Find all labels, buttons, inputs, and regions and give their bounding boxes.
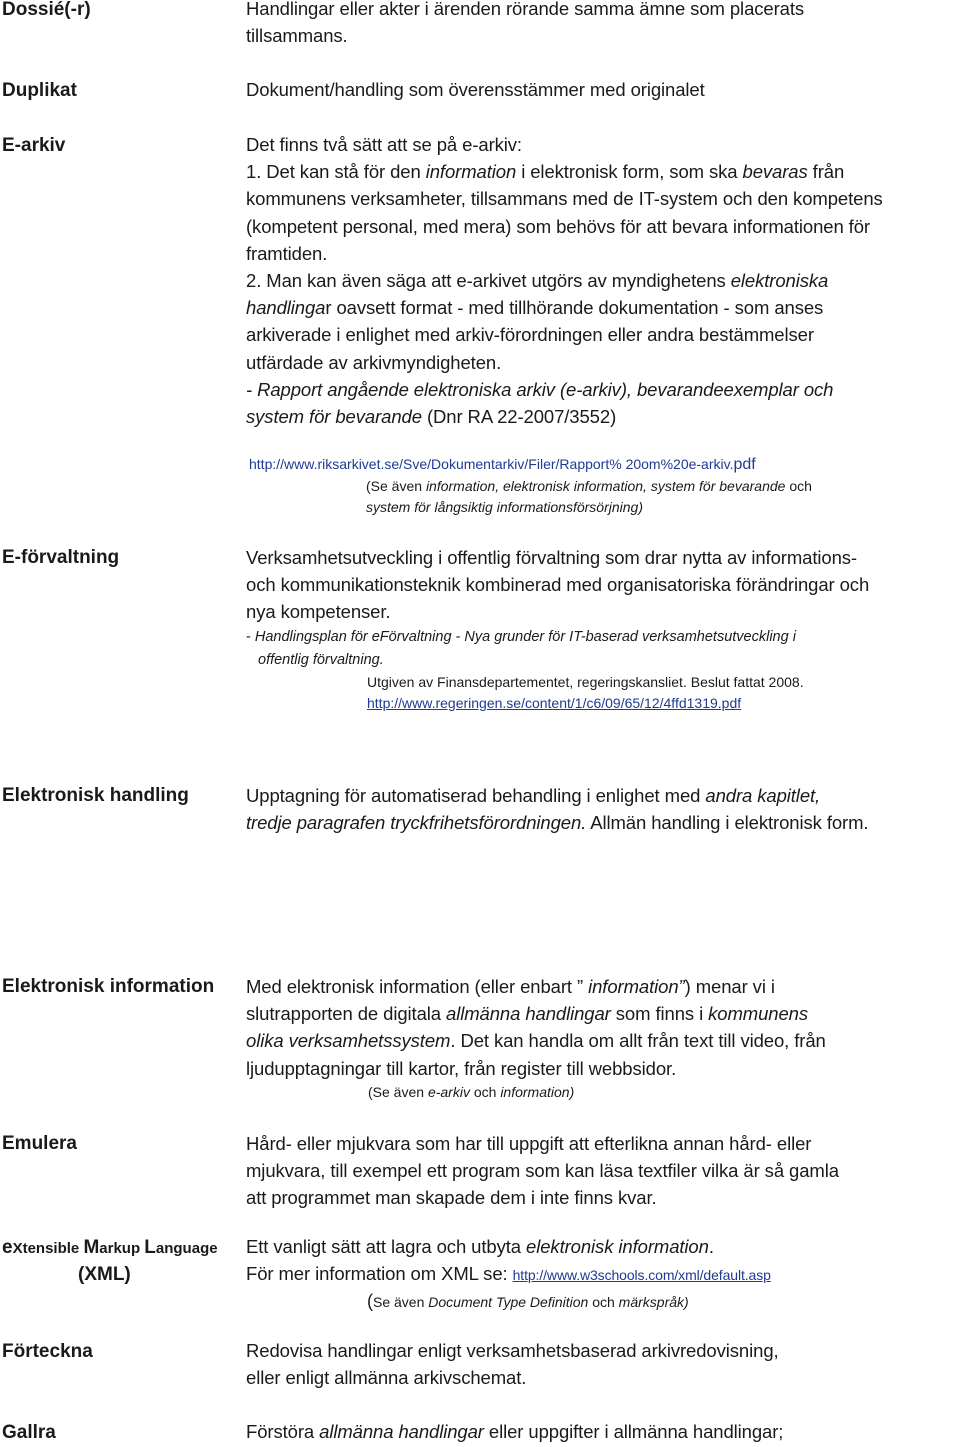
definition-emulera [246,1130,960,1212]
definition-line: eller enligt allmänna arkivschemat. [246,1367,527,1389]
term-emulera: Emulera [2,1133,77,1154]
definition-line: nya kompetenser. [246,601,391,623]
definition-elektronisk-handling [246,782,960,836]
definition-line: handlingar oavsett format - med tillhörande dokumentation - som anses [246,297,824,319]
term-gallra: Gallra [2,1422,56,1443]
definition-e-forvaltning [246,544,960,626]
definition-line: tillsammans. [246,25,348,47]
term-elektronisk-handling: Elektronisk handling [2,785,189,806]
term-duplikat: Duplikat [2,80,77,101]
definition-line: olika verksamhetssystem. Det kan handla om allt från text till video, från [246,1030,826,1052]
see-also-e-arkiv: (Se även information, elektronisk information, system för bevarande och [366,478,812,494]
definition-line: Handlingar eller akter i ärenden rörande samma ämne som placerats [246,0,805,19]
definition-line: Med elektronisk information (eller enbart ” information”) menar vi i [246,976,775,997]
definition-line: kommunens verksamheter, tillsammans med de IT-system och den kompetens [246,188,883,210]
riksarkivet-link[interactable]: http://www.riksarkivet.se/Sve/Dokumentarkiv/Filer/Rapport% 20om%20e-arkiv.pdf [249,456,756,473]
definition-line: mjukvara, till exempel ett program som kan läsa textfiler vilka är så gamla [246,1160,839,1182]
definition-line: Redovisa handlingar enligt verksamhetsbaserad arkivredovisning, [246,1340,779,1361]
definition-line: och kommunikationsteknik kombinerad med organisatoriska förändringar och [246,574,870,596]
reference-line: - Handlingsplan för eFörvaltning - Nya grunder för IT-baserad verksamhetsutveckling i [246,629,796,645]
definition-line: ljudupptagningar till kartor, från register till webbsidor. [246,1057,677,1079]
definition-line: utfärdade av arkivmyndigheten. [246,351,502,373]
term-elektronisk-information: Elektronisk information [2,976,215,997]
definition-line: (kompetent personal, med mera) som behövs för att bevara informationen för [246,215,870,237]
definition-line: Förstöra allmänna handlingar eller uppgifter i allmänna handlingar; [246,1421,784,1442]
reference-line: system för bevarande (Dnr RA 22-2007/3552) [246,406,617,428]
reference-line: - Rapport angående elektroniska arkiv (e-arkiv), bevarandeexemplar och [246,378,834,400]
definition-line: Ett vanligt sätt att lagra och utbyta elektronisk information. [246,1236,714,1257]
definition-line: framtiden. [246,242,328,264]
definition-duplikat [246,76,960,103]
term-forteckna: Förteckna [2,1341,93,1362]
definition-line: Det finns två sätt att se på e-arkiv: [246,134,522,155]
definition-line: Dokument/handling som överensstämmer med originalet [246,79,705,100]
definition-line: För mer information om XML se: http://www.w3schools.com/xml/default.asp [246,1263,771,1285]
definition-line: 2. Man kan även säga att e-arkivet utgörs av myndighetens elektroniska [246,270,829,292]
regeringen-link[interactable]: http://www.regeringen.se/content/1/c6/09/65/12/4ffd1319.pdf [367,695,742,711]
definition-line: Verksamhetsutveckling i offentlig förvaltning som drar nytta av informations- [246,547,857,568]
definition-elektronisk-information [246,973,960,1082]
definition-line: slutrapporten de digitala allmänna handlingar som finns i kommunens [246,1003,809,1025]
definition-line: Hård- eller mjukvara som har till uppgift att efterlikna annan hård- eller [246,1133,812,1154]
definition-line: att programmet man skapade dem i inte finns kvar. [246,1187,657,1209]
reference-line: offentlig förvaltning. [258,652,384,668]
see-also-elektronisk-information: (Se även e-arkiv och information) [368,1084,575,1100]
definition-gallra [246,1418,960,1445]
w3schools-link[interactable]: http://www.w3schools.com/xml/default.asp [512,1267,771,1284]
definition-line: tredje paragrafen tryckfrihetsförordningen. Allmän handling i elektronisk form. [246,812,869,834]
term-dossier: Dossié(-r) [2,0,91,20]
definition-line: Upptagning för automatiserad behandling i enlighet med andra kapitlet, [246,785,821,806]
term-xml: eXtensible Markup Language [2,1237,218,1258]
definition-e-arkiv [246,131,960,430]
definition-line: 1. Det kan stå för den information i elektronisk form, som ska bevaras från [246,161,845,183]
term-xml-abbreviation: (XML) [78,1264,131,1285]
publisher-line: Utgiven av Finansdepartementet, regeringskansliet. Beslut fattat 2008. [367,674,804,690]
definition-xml [246,1233,960,1289]
term-e-forvaltning: E-förvaltning [2,547,120,568]
definition-dossier [246,0,960,49]
see-also-xml: (Se även Document Type Definition och märkspråk) [367,1291,689,1311]
definition-line: arkiverade i enlighet med arkiv-förordningen eller andra bestämmelser [246,324,814,346]
term-e-arkiv: E-arkiv [2,135,66,156]
definition-forteckna [246,1337,960,1391]
see-also-e-arkiv-2: system för långsiktig informationsförsörjning) [366,499,643,515]
